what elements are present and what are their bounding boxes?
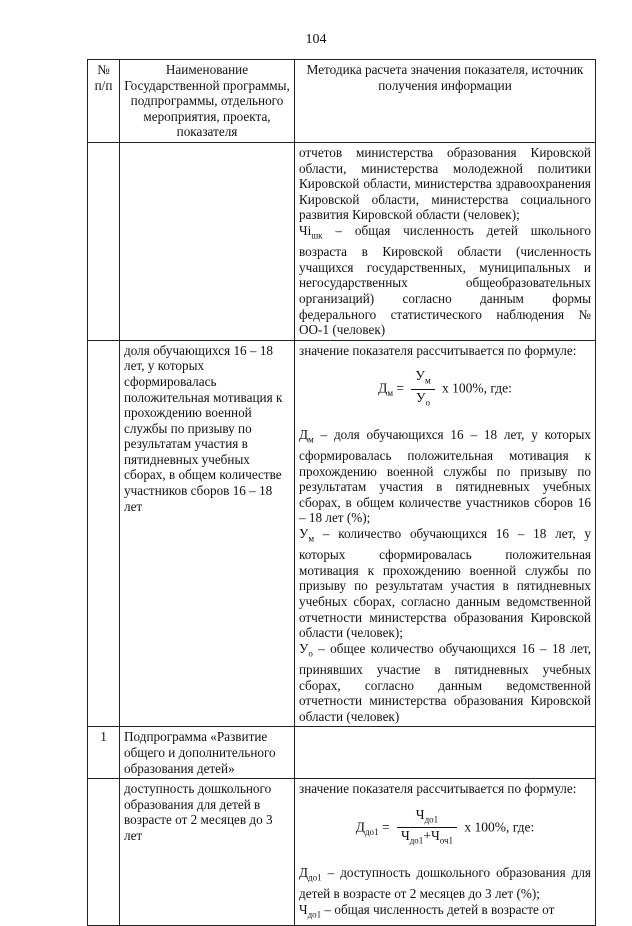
subprogram-name: Подпрограмма «Развитие общего и дополнительного образования детей» [120, 727, 295, 779]
formula-fraction: $\frac{Ч_{до1}}{Ч_{до1}+Ч_{оч1}}$ [397, 807, 457, 849]
header-method: Методика расчета значения показателя, источник получения информации [295, 60, 596, 143]
row-method-cell [295, 727, 596, 779]
indicator-name: доля обучающихся 16 – 18 лет, у которых сформировалась положительная мотивация к прохождению военной службы по призыву по результатам участия в пятидневных учебных сборах, в общем количестве участников сборов 16 – 18 лет [120, 340, 295, 727]
table-row [88, 727, 596, 779]
formula-intro: значение показателя рассчитывается по формуле: [299, 342, 577, 358]
definition: $Д_м$ – доля обучающихся 16 – 18 лет, у которых сформировалась положительная мотивация к прохождению военной службы по призыву по результатам участия в пятидневных учебных сборах, в общем количестве участников сборов 16 – 18 лет (%); [299, 426, 591, 526]
table-row [88, 340, 596, 727]
row-number-cell [88, 340, 120, 727]
row-method-cell [295, 142, 596, 340]
row-number: 1 [88, 727, 120, 779]
header-number: № п/п [88, 60, 120, 143]
formula-intro: значение показателя рассчитывается по формуле: [299, 781, 577, 797]
definition: $У_м$ – количество обучающихся 16 – 18 лет, у которых сформировалась положительная мотивация к прохождению военной службы по призыву по результатам участия в пятидневных учебных сборах, согласно данным ведомственной отчетности министерства образования Кировской области (человек); [299, 525, 591, 641]
table-row [88, 142, 596, 340]
formula-fraction: $\frac{У_м}{У_о}$ [411, 368, 434, 410]
indicator-name: доступность дошкольного образования для детей в возрасте от 2 месяцев до 3 лет [120, 779, 295, 926]
definition: $Чi_{шк}$ – общая численность детей школьного возраста в Кировской области (численность учащихся государственных, муниципальных и негосударственных общеобразовательных организаций) согласно данным формы федерального статистического наблюдения № ОО-1 (человек) [299, 222, 591, 338]
indicator-table [87, 59, 596, 926]
row-method-cell [295, 340, 596, 727]
definition: $У_о$ – общее количество обучающихся 16 – 18 лет, принявших участие в пятидневных учебных сборах, согласно данным ведомственной отчетности министерства образования Кировской области (человек) [299, 640, 591, 724]
header-name: Наименование Государственной программы, подпрограммы, отдельного мероприятия, проекта, показателя [120, 60, 295, 143]
row-name-cell [120, 142, 295, 340]
table-header-row [88, 60, 596, 143]
definition: $Д_{до1}$ – доступность дошкольного образования для детей в возрасте от 2 месяцев до 3 лет (%); [299, 865, 591, 902]
formula: $Д_м$ = $\frac{У_м}{У_о}$ х 100%, где: [299, 368, 591, 410]
page-number: 104 [305, 32, 327, 47]
definition: $Ч_{до1}$ – общая численность детей в возрасте от [299, 901, 555, 920]
formula: $Д_{до1}$ = $\frac{Ч_{до1}}{Ч_{до1}+Ч_{оч1}}$ х 100%, где: [299, 807, 591, 849]
row-number-cell [88, 142, 120, 340]
method-text: отчетов министерства образования Кировской области, министерства молодежной политики Кировской области, министерства здравоохранения Кировской области, министерства социального развития Кировской области (человек); [299, 144, 591, 223]
